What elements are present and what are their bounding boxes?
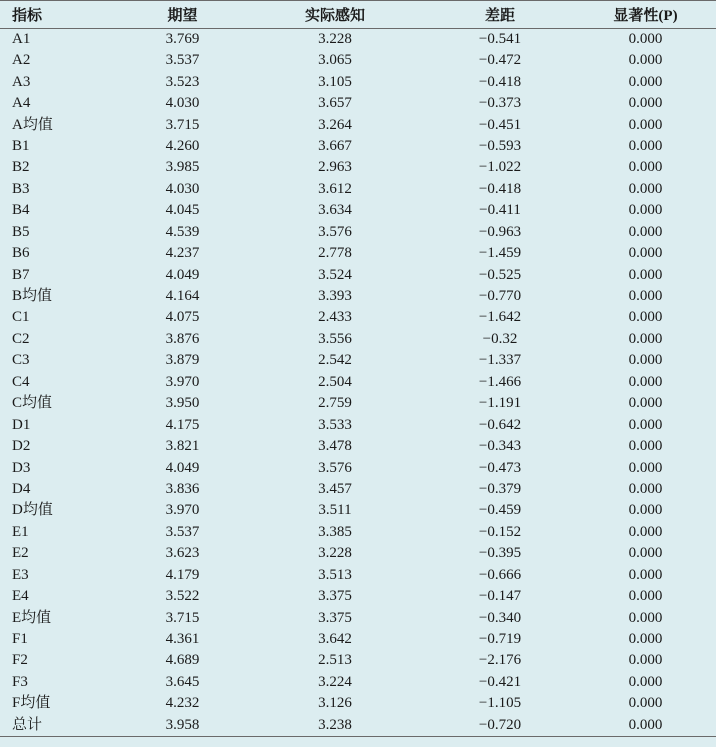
cell-expectation: 3.950	[165, 395, 200, 412]
cell-indicator: B1	[12, 137, 30, 154]
cell-significance: 0.000	[628, 695, 663, 712]
cell-expectation: 3.715	[165, 609, 200, 626]
cell-actual-perception: 3.375	[318, 609, 352, 626]
cell-expectation: 3.821	[165, 438, 200, 455]
table-row	[0, 543, 716, 564]
cell-gap: −0.418	[478, 73, 522, 90]
cell-gap: −2.176	[478, 652, 522, 669]
cell-indicator: F均值	[12, 695, 51, 712]
cell-indicator: B3	[12, 180, 30, 197]
cell-actual-perception: 2.542	[318, 352, 352, 369]
cell-indicator: A2	[12, 52, 31, 69]
table-row	[0, 243, 716, 264]
cell-expectation: 4.237	[165, 245, 200, 262]
cell-expectation: 3.623	[165, 545, 200, 562]
cell-expectation: 4.539	[165, 223, 200, 240]
table-row	[0, 479, 716, 500]
cell-significance: 0.000	[628, 652, 663, 669]
cell-actual-perception: 3.657	[318, 95, 352, 112]
table-row	[0, 264, 716, 285]
cell-gap: −0.666	[478, 566, 522, 583]
header-actual-perception: 实际感知	[304, 8, 365, 24]
table-row	[0, 157, 716, 178]
cell-actual-perception: 3.375	[318, 588, 352, 605]
cell-expectation: 3.522	[165, 588, 200, 605]
cell-gap: −1.642	[478, 309, 522, 326]
cell-actual-perception: 2.759	[318, 395, 352, 412]
table-row	[0, 93, 716, 114]
cell-significance: 0.000	[628, 137, 663, 154]
cell-actual-perception: 3.642	[318, 631, 352, 648]
table-row	[0, 522, 716, 543]
cell-expectation: 3.537	[165, 523, 200, 540]
cell-significance: 0.000	[628, 52, 663, 69]
cell-significance: 0.000	[628, 609, 663, 626]
cell-significance: 0.000	[628, 523, 663, 540]
cell-significance: 0.000	[628, 159, 663, 176]
cell-actual-perception: 3.576	[318, 459, 352, 476]
cell-expectation: 3.876	[165, 330, 200, 347]
cell-expectation: 4.049	[165, 459, 200, 476]
cell-significance: 0.000	[628, 31, 663, 47]
cell-actual-perception: 3.264	[318, 116, 352, 133]
table-body	[0, 29, 716, 737]
table-row	[0, 114, 716, 135]
cell-gap: −0.473	[478, 459, 522, 476]
cell-gap: −0.343	[478, 438, 522, 455]
cell-gap: −1.337	[478, 352, 522, 369]
cell-gap: −0.152	[478, 523, 522, 540]
cell-gap: −1.459	[478, 245, 522, 262]
table-row	[0, 286, 716, 307]
cell-actual-perception: 2.433	[318, 309, 352, 326]
table-row	[0, 71, 716, 92]
cell-significance: 0.000	[628, 588, 663, 605]
cell-significance: 0.000	[628, 395, 663, 412]
table-row	[0, 715, 716, 737]
cell-indicator: A4	[12, 95, 31, 112]
cell-expectation: 3.970	[165, 502, 200, 519]
table-row	[0, 136, 716, 157]
cell-indicator: F3	[12, 673, 28, 690]
cell-indicator: D1	[12, 416, 31, 433]
cell-actual-perception: 3.065	[318, 52, 352, 69]
table-row	[0, 672, 716, 693]
cell-expectation: 3.879	[165, 352, 200, 369]
cell-indicator: A1	[12, 31, 31, 47]
cell-expectation: 4.164	[165, 288, 200, 305]
cell-indicator: C均值	[12, 395, 53, 412]
cell-gap: −0.459	[478, 502, 522, 519]
cell-expectation: 3.645	[165, 673, 200, 690]
cell-actual-perception: 2.513	[318, 652, 352, 669]
cell-expectation: 4.179	[165, 566, 200, 583]
cell-actual-perception: 3.612	[318, 180, 352, 197]
cell-expectation: 4.049	[165, 266, 200, 283]
table-row	[0, 650, 716, 671]
cell-gap: −1.466	[478, 373, 522, 390]
table-row	[0, 29, 716, 51]
cell-actual-perception: 3.105	[318, 73, 352, 90]
cell-expectation: 4.075	[165, 309, 200, 326]
cell-expectation: 4.030	[165, 95, 200, 112]
cell-expectation: 4.689	[165, 652, 200, 669]
cell-gap: −0.395	[478, 545, 522, 562]
cell-indicator: D均值	[12, 502, 53, 519]
cell-significance: 0.000	[628, 180, 663, 197]
cell-significance: 0.000	[628, 716, 663, 733]
table-row	[0, 179, 716, 200]
cell-actual-perception: 3.667	[318, 137, 352, 154]
table-row	[0, 350, 716, 371]
table-row	[0, 200, 716, 221]
cell-actual-perception: 3.524	[318, 266, 352, 283]
cell-actual-perception: 2.504	[318, 373, 352, 390]
cell-expectation: 4.260	[165, 137, 200, 154]
cell-indicator: C4	[12, 373, 30, 390]
cell-indicator: A均值	[12, 116, 53, 133]
cell-gap: −0.32	[482, 330, 518, 347]
table-row	[0, 629, 716, 650]
cell-actual-perception: 3.576	[318, 223, 352, 240]
cell-actual-perception: 3.224	[318, 673, 352, 690]
cell-indicator: B6	[12, 245, 30, 262]
cell-gap: −0.472	[478, 52, 522, 69]
table-row	[0, 50, 716, 71]
cell-gap: −1.105	[478, 695, 522, 712]
table-row	[0, 329, 716, 350]
cell-significance: 0.000	[628, 330, 663, 347]
cell-indicator: B均值	[12, 288, 53, 305]
cell-gap: −0.421	[478, 673, 522, 690]
cell-actual-perception: 2.963	[318, 159, 352, 176]
table-row	[0, 222, 716, 243]
cell-indicator: E均值	[12, 609, 52, 626]
cell-indicator: C1	[12, 309, 30, 326]
cell-indicator: A3	[12, 73, 31, 90]
cell-actual-perception: 3.457	[318, 480, 352, 497]
table-row	[0, 607, 716, 628]
cell-indicator: E1	[12, 523, 29, 540]
cell-expectation: 3.715	[165, 116, 200, 133]
cell-expectation: 3.970	[165, 373, 200, 390]
cell-significance: 0.000	[628, 223, 663, 240]
cell-indicator: D3	[12, 459, 31, 476]
cell-significance: 0.000	[628, 480, 663, 497]
cell-significance: 0.000	[628, 288, 663, 305]
cell-significance: 0.000	[628, 116, 663, 133]
cell-indicator: C3	[12, 352, 30, 369]
cell-gap: −0.642	[478, 416, 522, 433]
cell-actual-perception: 3.533	[318, 416, 352, 433]
cell-actual-perception: 3.126	[318, 695, 352, 712]
cell-significance: 0.000	[628, 545, 663, 562]
cell-gap: −0.719	[478, 631, 522, 648]
cell-indicator: F1	[12, 631, 28, 648]
cell-gap: −0.379	[478, 480, 522, 497]
cell-indicator: E3	[12, 566, 29, 583]
cell-actual-perception: 3.511	[318, 502, 352, 519]
cell-gap: −0.418	[478, 180, 522, 197]
header-expectation: 期望	[167, 8, 198, 24]
table-row	[0, 372, 716, 393]
cell-indicator: C2	[12, 330, 30, 347]
cell-gap: −0.770	[478, 288, 522, 305]
table-row	[0, 307, 716, 328]
header-row	[0, 1, 716, 29]
cell-gap: −0.720	[478, 716, 522, 733]
cell-gap: −0.593	[478, 137, 522, 154]
cell-expectation: 3.537	[165, 52, 200, 69]
cell-indicator: D4	[12, 480, 31, 497]
cell-significance: 0.000	[628, 416, 663, 433]
header-significance: 显著性(P)	[613, 8, 678, 24]
cell-gap: −0.147	[478, 588, 522, 605]
cell-significance: 0.000	[628, 673, 663, 690]
cell-actual-perception: 2.778	[318, 245, 352, 262]
cell-actual-perception: 3.393	[318, 288, 352, 305]
cell-gap: −0.525	[478, 266, 522, 283]
cell-significance: 0.000	[628, 631, 663, 648]
header-indicator: 指标	[12, 8, 43, 24]
cell-indicator: E2	[12, 545, 29, 562]
cell-actual-perception: 3.385	[318, 523, 352, 540]
cell-gap: −0.340	[478, 609, 522, 626]
cell-significance: 0.000	[628, 502, 663, 519]
cell-indicator: 总计	[12, 716, 43, 733]
cell-actual-perception: 3.228	[318, 545, 352, 562]
cell-indicator: B5	[12, 223, 30, 240]
table-row	[0, 586, 716, 607]
table-row	[0, 414, 716, 435]
cell-significance: 0.000	[628, 73, 663, 90]
cell-actual-perception: 3.513	[318, 566, 352, 583]
cell-gap: −0.541	[478, 31, 522, 47]
cell-significance: 0.000	[628, 566, 663, 583]
cell-indicator: B2	[12, 159, 30, 176]
cell-significance: 0.000	[628, 266, 663, 283]
cell-gap: −0.373	[478, 95, 522, 112]
cell-expectation: 4.045	[165, 202, 200, 219]
cell-significance: 0.000	[628, 459, 663, 476]
cell-expectation: 4.361	[165, 631, 200, 648]
cell-gap: −1.022	[478, 159, 522, 176]
table-row	[0, 393, 716, 414]
table-header	[0, 1, 716, 29]
cell-significance: 0.000	[628, 245, 663, 262]
cell-expectation: 3.769	[165, 31, 200, 47]
cell-expectation: 3.836	[165, 480, 200, 497]
cell-significance: 0.000	[628, 95, 663, 112]
cell-actual-perception: 3.634	[318, 202, 352, 219]
cell-gap: −0.451	[478, 116, 522, 133]
cell-indicator: B4	[12, 202, 30, 219]
cell-significance: 0.000	[628, 202, 663, 219]
cell-expectation: 4.030	[165, 180, 200, 197]
cell-gap: −0.963	[478, 223, 522, 240]
cell-significance: 0.000	[628, 352, 663, 369]
cell-actual-perception: 3.478	[318, 438, 352, 455]
cell-expectation: 4.175	[165, 416, 200, 433]
cell-actual-perception: 3.238	[318, 716, 352, 733]
table-row	[0, 457, 716, 478]
cell-actual-perception: 3.228	[318, 31, 352, 47]
table-row	[0, 693, 716, 714]
table-row	[0, 436, 716, 457]
cell-significance: 0.000	[628, 438, 663, 455]
cell-expectation: 3.958	[165, 716, 200, 733]
cell-indicator: E4	[12, 588, 29, 605]
cell-significance: 0.000	[628, 373, 663, 390]
cell-gap: −1.191	[478, 395, 522, 412]
cell-indicator: B7	[12, 266, 30, 283]
header-gap: 差距	[484, 8, 515, 24]
table-row	[0, 500, 716, 521]
cell-expectation: 4.232	[165, 695, 200, 712]
cell-actual-perception: 3.556	[318, 330, 352, 347]
cell-expectation: 3.523	[165, 73, 200, 90]
cell-expectation: 3.985	[165, 159, 200, 176]
cell-significance: 0.000	[628, 309, 663, 326]
table-row	[0, 565, 716, 586]
cell-gap: −0.411	[479, 202, 521, 219]
cell-indicator: F2	[12, 652, 28, 669]
cell-indicator: D2	[12, 438, 31, 455]
